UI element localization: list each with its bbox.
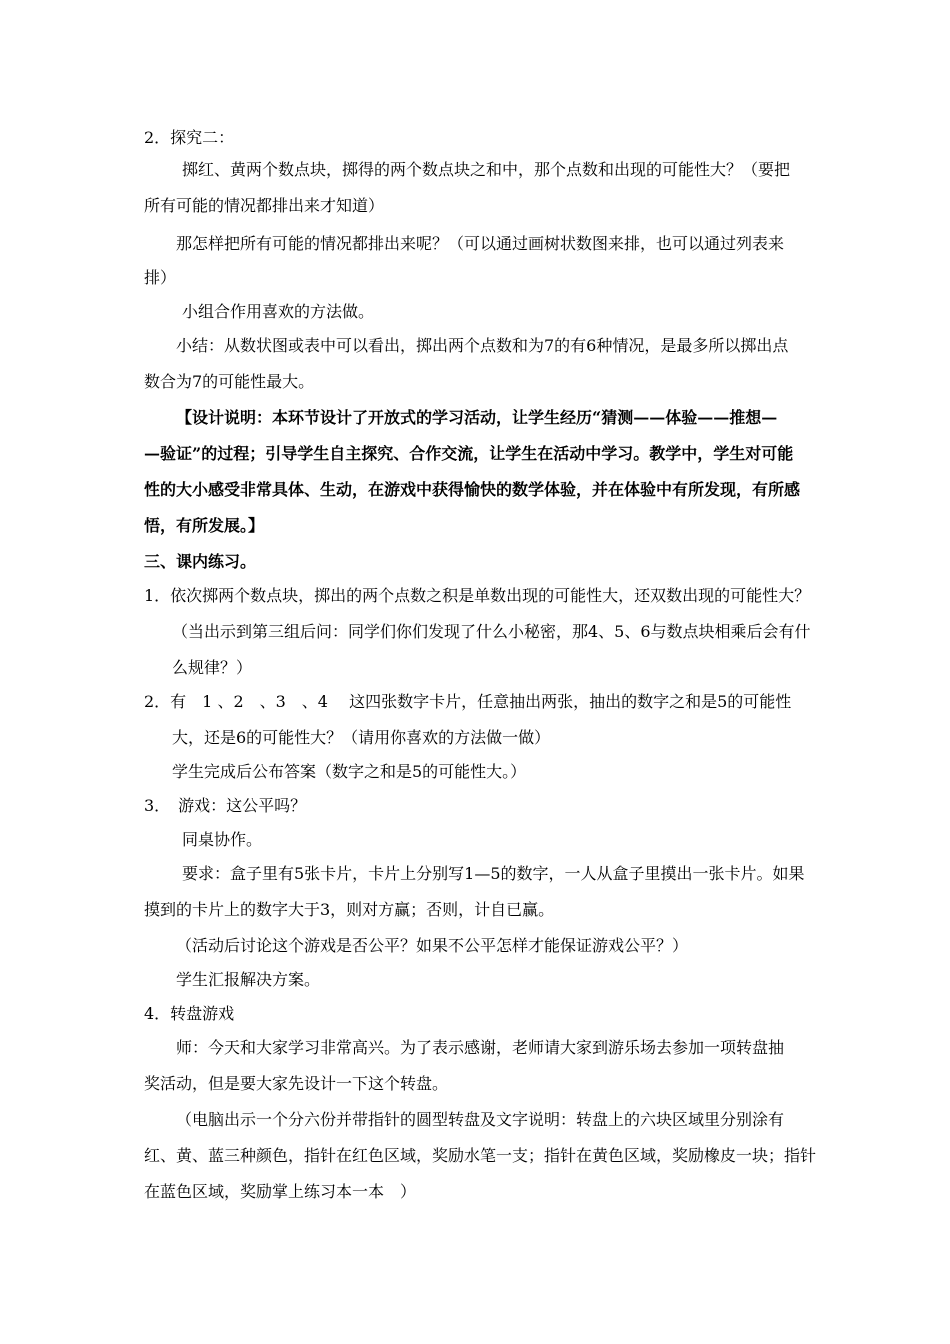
exercise-line: （活动后讨论这个游戏是否公平？如果不公平怎样才能保证游戏公平？） xyxy=(176,936,689,955)
exercise-line: 学生完成后公布答案（数字之和是5的可能性大。） xyxy=(172,762,527,781)
paragraph-line: 那怎样把所有可能的情况都排出来呢？（可以通过画树状数图来排，也可以通过列表来 xyxy=(176,234,785,253)
exercise-line: 摸到的卡片上的数字大于3，则对方赢；否则，计自已赢。 xyxy=(144,900,555,919)
exercise-line: （电脑出示一个分六份并带指针的圆型转盘及文字说明：转盘上的六块区域里分别涂有 xyxy=(176,1110,785,1129)
exercise-line: 师：今天和大家学习非常高兴。为了表示感谢，老师请大家到游乐场去参加一项转盘抽 xyxy=(176,1038,785,1057)
paragraph-line: 排） xyxy=(144,268,177,287)
exercise-line: （当出示到第三组后问：同学们你们发现了什么小秘密，那4、5、6与数点块相乘后会有什 xyxy=(172,622,811,641)
paragraph-line: 小组合作用喜欢的方法做。 xyxy=(182,302,375,321)
exercise-line: 同桌协作。 xyxy=(182,830,263,849)
exercise-line: 学生汇报解决方案。 xyxy=(176,970,321,989)
exercise-line: 大，还是6的可能性大？（请用你喜欢的方法做一做） xyxy=(172,728,551,747)
exercise-line: 4．转盘游戏 xyxy=(144,1004,235,1023)
exercise-line: 奖活动，但是要大家先设计一下这个转盘。 xyxy=(144,1074,449,1093)
exercise-line: 要求：盒子里有5张卡片，卡片上分别写1—5的数字，一人从盒子里摸出一张卡片。如果 xyxy=(182,864,805,883)
exercise-line: 在蓝色区域，奖励掌上练习本一本 ） xyxy=(144,1182,417,1201)
design-note-line: 性的大小感受非常具体、生动，在游戏中获得愉快的数学体验，并在体验中有所发现，有所感 xyxy=(144,480,801,499)
exercise-line: 2．有 1 、2 、3 、4 这四张数字卡片，任意抽出两张，抽出的数字之和是5的可能性 xyxy=(144,692,792,711)
exercise-line: 3． 游戏：这公平吗？ xyxy=(144,796,307,815)
design-note-line: 悟，有所发展。】 xyxy=(144,516,265,535)
summary-line: 数合为7的可能性最大。 xyxy=(144,372,315,391)
design-note-line: —验证”的过程；引导学生自主探究、合作交流，让学生在活动中学习。教学中，学生对可能 xyxy=(144,444,794,463)
exercise-line: 红、黄、蓝三种颜色，指针在红色区域，奖励水笔一支；指针在黄色区域，奖励橡皮一块；指针 xyxy=(144,1146,817,1165)
section-heading-explore-two: 2．探究二： xyxy=(144,128,235,147)
summary-line: 小结：从数状图或表中可以看出，掷出两个点数和为7的有6种情况，是最多所以掷出点 xyxy=(176,336,789,355)
design-note-line: 【设计说明：本环节设计了开放式的学习活动，让学生经历“猜测——体验——推想— xyxy=(176,408,778,427)
section-heading-practice: 三、课内练习。 xyxy=(144,552,257,571)
exercise-line: 1．依次掷两个数点块，掷出的两个点数之积是单数出现的可能性大，还双数出现的可能性大？ xyxy=(144,586,811,605)
paragraph-line: 掷红、黄两个数点块，掷得的两个数点块之和中，那个点数和出现的可能性大？（要把 xyxy=(182,160,791,179)
paragraph-line: 所有可能的情况都排出来才知道） xyxy=(144,196,385,215)
exercise-line: 么规律？） xyxy=(172,658,253,677)
